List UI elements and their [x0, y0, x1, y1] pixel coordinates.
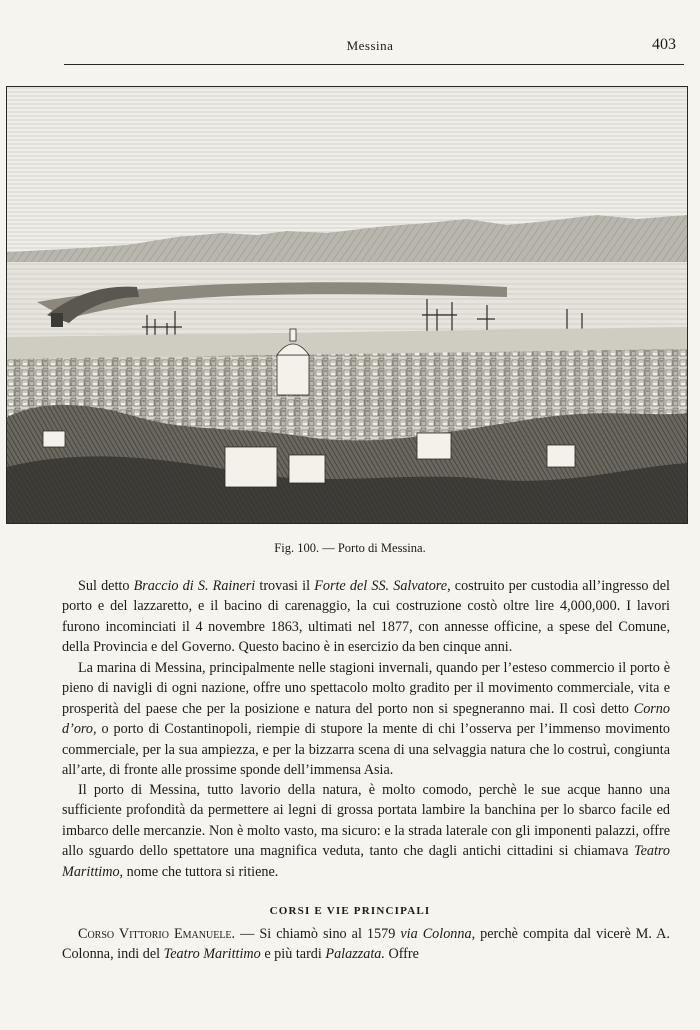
paragraph-3 [62, 780, 670, 882]
text-run: La marina di Messina, principalmente nelle stagioni invernali, quando per l’esteso commercio il porto è pieno di navigli di ogni nazione, offre uno spettacolo molto gradito per il movimento commerciale, vita e prosperità del paese che per la posizione e natura del porto non si spegneranno mai. Il così detto [62, 660, 670, 717]
smallcaps-run: Corso Vittorio Emanuele. [78, 926, 236, 942]
figure-caption: Fig. 100. — Porto di Messina. [274, 541, 426, 555]
port-illustration [7, 87, 687, 523]
text-run: e più tardi [260, 946, 326, 963]
paragraph-text [62, 924, 670, 965]
text-run: , nome che tuttora si ritiene. [119, 863, 279, 880]
text-run: Il porto di Messina, tutto lavorio della natura, è molto comodo, perchè le sue acque hanno una sufficiente profondità da permettere ai legni di grossa portata lambire la banchina per lo sbarco facile ed imbarco delle mercanzie. Non è molto vasto, ma sicuro: e la strada laterale con gli imponenti palazzi, offre allo sguardo dello spettatore una magnifica veduta, tanto che dagli antichi cittadini si chiamava [62, 782, 670, 860]
paragraph-text [62, 658, 670, 780]
italic-run: Palazzata. [325, 946, 385, 963]
text-run: Sul detto [78, 578, 134, 594]
italic-run: Teatro Marittimo [163, 946, 261, 963]
page-number: 403 [652, 36, 676, 53]
text-run: Offre [384, 946, 419, 963]
paragraph-text [62, 780, 670, 882]
paragraph-text [62, 576, 670, 658]
italic-run: Braccio di S. Raineri [133, 578, 256, 594]
italic-run: Forte del SS. Salvatore [314, 578, 448, 594]
text-run: , o porto di Costantinopoli, riempie di stupore la mente di chi l’osserva per l’immenso movimento commerciale, per la sua ampiezza, e per la bizzarra scena di una selvaggia natura che lo costruì, congiunta all’arte, di fronte alle prossime sponde dell’immensa Asia. [62, 721, 670, 779]
figure-engraving [6, 86, 688, 524]
header-rule [64, 64, 684, 65]
section-heading: CORSI E VIE PRINCIPALI [269, 905, 431, 917]
running-title: Messina [346, 38, 394, 53]
text-run: , costruito per custodia all’ingresso del porto e del lazzaretto, e il bacino di carenaggio, la cui costruzione costò oltre lire 4,000,000. I lavori furono incominciati il 4 novembre 1863, ultimati nel 1877, con annesse officine, a spese del Comune, della Provincia e del Governo. Questo bacino è in esercizio da ben cinque anni. [62, 578, 670, 656]
paragraph-2 [62, 658, 670, 780]
text-run: trovasi il [255, 578, 315, 594]
italic-run: Corno d’oro [62, 700, 670, 738]
paragraph-1 [62, 576, 670, 658]
italic-run: Teatro Marittimo [62, 843, 670, 880]
text-run: , perchè compita dal vicerè M. A. Colonna, indi del [62, 926, 670, 963]
italic-run: via Colonna [400, 926, 472, 942]
running-head [64, 36, 676, 58]
text-run: — Si chiamò sino al 1579 [235, 926, 401, 942]
paragraph-4 [62, 924, 670, 965]
